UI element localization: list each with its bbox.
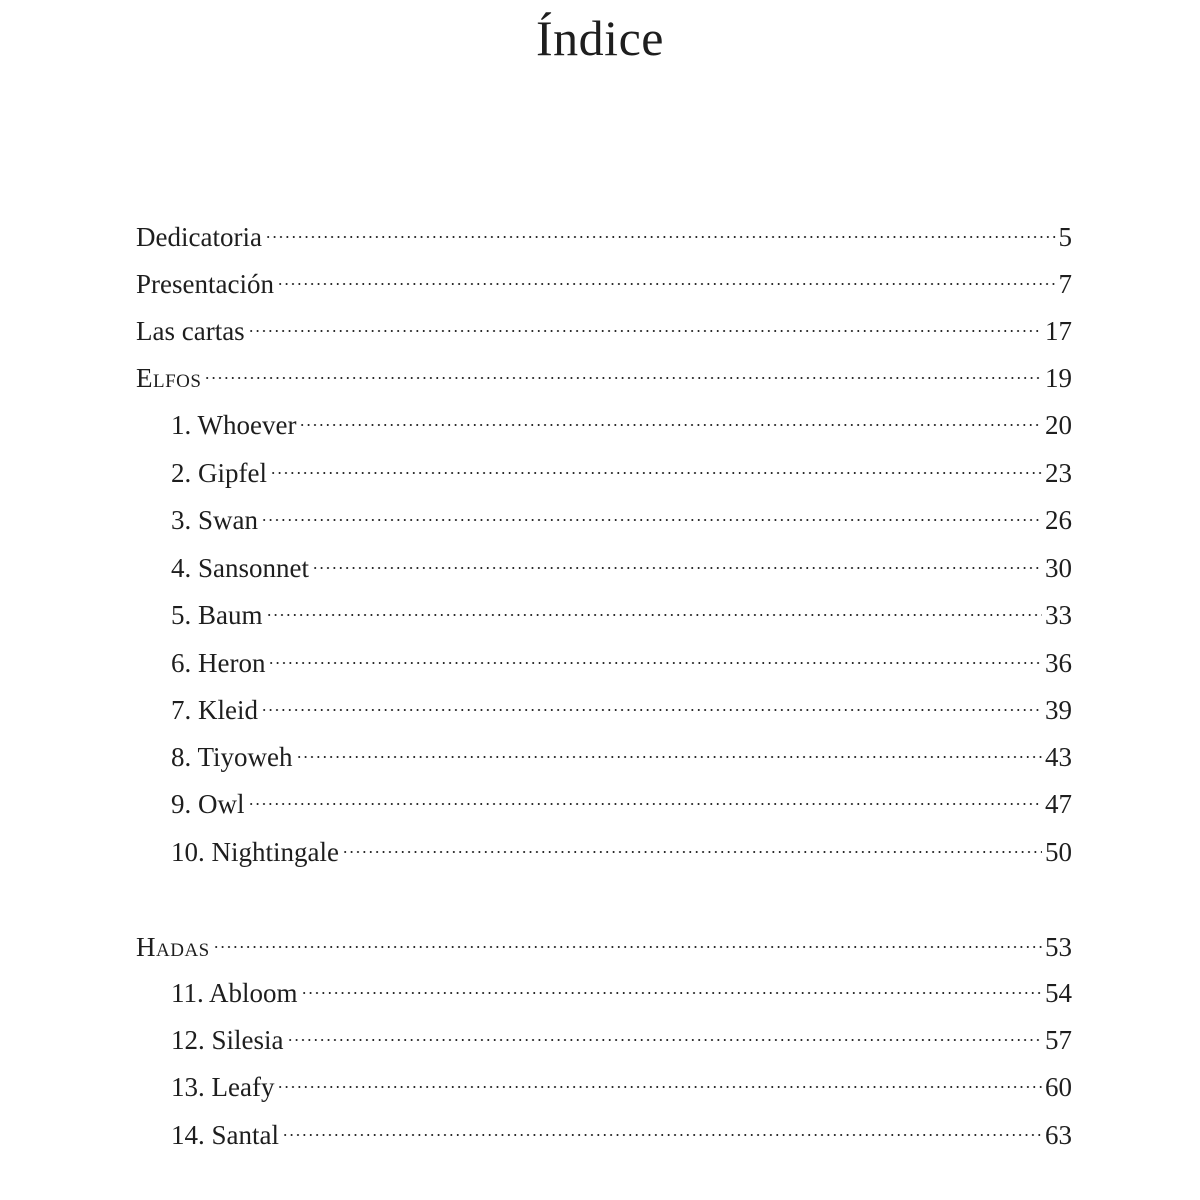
toc-entry-page-number: 33 (1045, 600, 1072, 630)
dot-leader (287, 1015, 1043, 1049)
toc-entry-label: Elfos (136, 363, 202, 393)
toc-chapter-entry (171, 590, 1072, 630)
dot-leader (265, 212, 1056, 246)
toc-entry-page-number: 19 (1045, 363, 1072, 393)
toc-chapter-entry (171, 543, 1072, 583)
toc-entry-label: 5. Baum (171, 600, 263, 630)
dot-leader (342, 827, 1042, 861)
toc-entry-page-number: 20 (1045, 410, 1072, 440)
toc-entry-label: 6. Heron (171, 648, 266, 678)
toc-entry-label: Las cartas (136, 316, 245, 346)
toc-entry-label: 14. Santal (171, 1120, 279, 1150)
dot-leader (277, 259, 1056, 293)
toc-entry-label: 3. Swan (171, 505, 258, 535)
toc-entry-page-number: 36 (1045, 648, 1072, 678)
toc-section-entry (136, 306, 1072, 346)
toc-entry-page-number: 5 (1058, 222, 1072, 252)
toc-entry-label: Dedicatoria (136, 222, 262, 252)
toc-entry-label: 1. Whoever (171, 410, 297, 440)
dot-leader (248, 779, 1043, 813)
toc-chapter-entry (171, 779, 1072, 819)
toc-chapter-entry (171, 732, 1072, 772)
dot-leader (261, 685, 1042, 719)
dot-leader (261, 495, 1042, 529)
toc-entry-page-number: 17 (1045, 316, 1072, 346)
toc-chapter-entry (171, 685, 1072, 725)
toc-entry-label: Presentación (136, 269, 274, 299)
toc-entry-page-number: 60 (1045, 1072, 1072, 1102)
dot-leader (213, 922, 1042, 956)
page-title: Índice (536, 10, 664, 66)
toc-entry-label: 12. Silesia (171, 1025, 284, 1055)
toc-entry-label: 13. Leafy (171, 1072, 275, 1102)
toc-chapter-entry (171, 1015, 1072, 1055)
toc-entry-label: Hadas (136, 932, 210, 962)
dot-leader (301, 968, 1042, 1002)
toc-entry-page-number: 39 (1045, 695, 1072, 725)
toc-entry-page-number: 63 (1045, 1120, 1072, 1150)
toc-chapter-entry (171, 638, 1072, 678)
dot-leader (282, 1110, 1042, 1144)
toc-entry-page-number: 26 (1045, 505, 1072, 535)
toc-section-entry (136, 259, 1072, 299)
toc-entry-page-number: 30 (1045, 553, 1072, 583)
toc-chapter-entry (171, 448, 1072, 488)
toc-section-entry (136, 353, 1072, 393)
toc-entry-page-number: 47 (1045, 789, 1072, 819)
toc-entry-page-number: 53 (1045, 932, 1072, 962)
toc-chapter-entry (171, 1110, 1072, 1150)
toc-entry-page-number: 7 (1058, 269, 1072, 299)
dot-leader (312, 543, 1042, 577)
dot-leader (299, 400, 1042, 434)
toc-chapter-entry (171, 400, 1072, 440)
dot-leader (270, 448, 1042, 482)
toc-entry-label: 9. Owl (171, 789, 245, 819)
dot-leader (277, 1062, 1042, 1096)
toc-entry-label: 4. Sansonnet (171, 553, 309, 583)
dot-leader (204, 353, 1042, 387)
toc-chapter-entry (171, 495, 1072, 535)
toc-entry-label: 7. Kleid (171, 695, 258, 725)
toc-entry-page-number: 54 (1045, 978, 1072, 1008)
dot-leader (268, 638, 1042, 672)
dot-leader (248, 306, 1042, 340)
toc-entry-label: 11. Abloom (171, 978, 298, 1008)
dot-leader (266, 590, 1043, 624)
toc-entry-page-number: 43 (1045, 742, 1072, 772)
toc-chapter-entry (171, 1062, 1072, 1102)
toc-entry-page-number: 57 (1045, 1025, 1072, 1055)
toc-entry-page-number: 23 (1045, 458, 1072, 488)
toc-section-entry (136, 922, 1072, 962)
dot-leader (296, 732, 1042, 766)
toc-chapter-entry (171, 827, 1072, 867)
toc-chapter-entry (171, 968, 1072, 1008)
toc-entry-label: 8. Tiyoweh (171, 742, 293, 772)
toc-entry-label: 2. Gipfel (171, 458, 267, 488)
toc-entry-page-number: 50 (1045, 837, 1072, 867)
toc-entry-label: 10. Nightingale (171, 837, 339, 867)
toc-section-entry (136, 212, 1072, 252)
